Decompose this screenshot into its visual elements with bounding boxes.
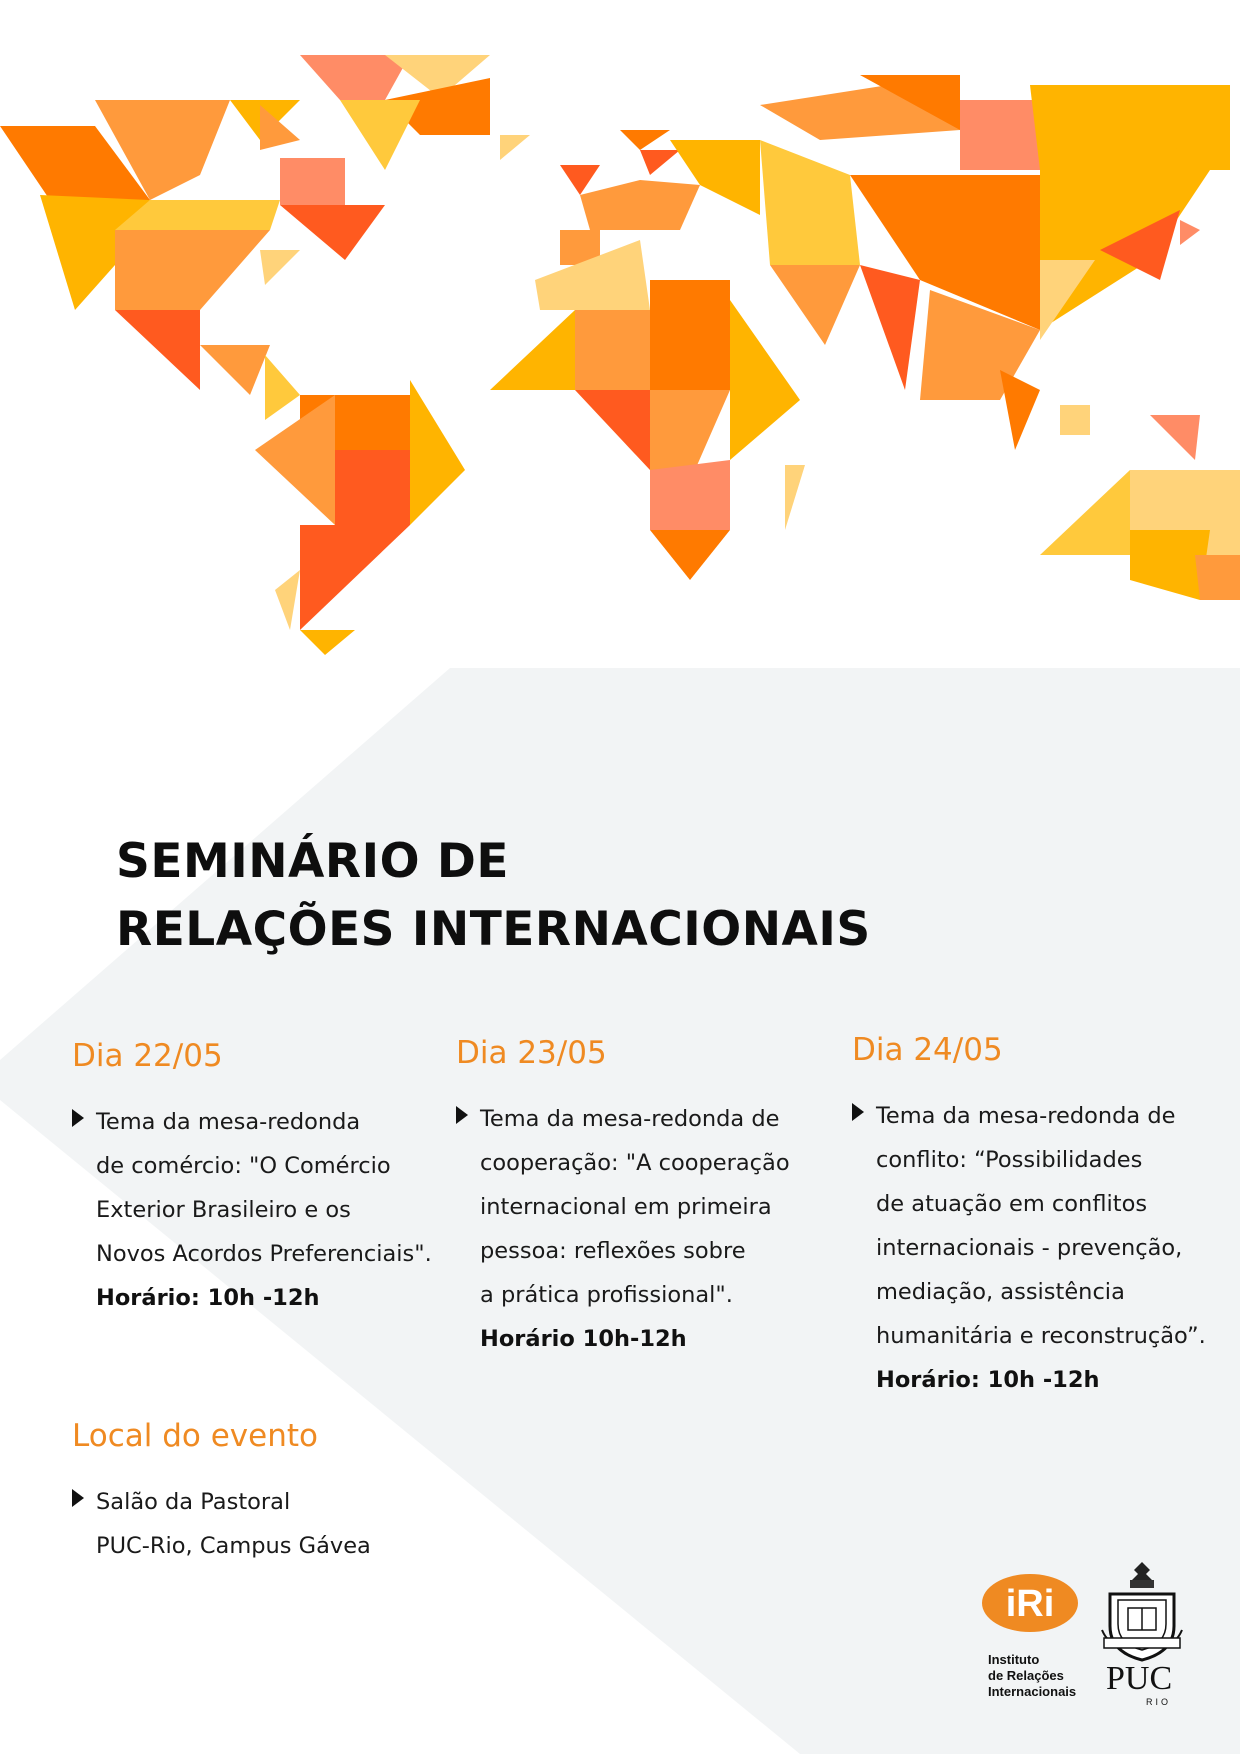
location-heading: Local do evento <box>72 1418 318 1454</box>
day-details <box>456 1097 826 1361</box>
location-address: Salão da Pastoral PUC-Rio, Campus Gávea <box>96 1489 371 1559</box>
day-heading: Dia 22/05 <box>72 1038 223 1074</box>
day-topic: Tema da mesa-redonda de comércio: "O Comércio Exterior Brasileiro e os Novos Acordos Preferenciais". <box>96 1109 432 1267</box>
day-details <box>72 1100 442 1320</box>
sponsor-logos <box>980 1560 1190 1710</box>
event-location <box>72 1418 472 1568</box>
event-title <box>116 828 871 964</box>
day-topic: Tema da mesa-redonda de conflito: “Possibilidades de atuação em conflitos internacionais - prevenção, mediação, assistência humanitária e reconstrução”. <box>876 1103 1206 1349</box>
day-time: Horário: 10h -12h <box>96 1285 320 1311</box>
day-block-1 <box>72 1038 442 1320</box>
iri-name: Instituto de Relações Internacionais <box>988 1652 1077 1699</box>
location-details <box>72 1480 472 1568</box>
day-topic: Tema da mesa-redonda de cooperação: "A cooperação internacional em primeira pessoa: reflexões sobre a prática profissional". <box>480 1106 790 1308</box>
puc-wordmark: PUC <box>1106 1660 1173 1697</box>
day-block-3 <box>852 1032 1232 1402</box>
day-time: Horário: 10h -12h <box>876 1367 1100 1393</box>
iri-logo <box>980 1572 1080 1634</box>
triangle-bullet-icon <box>72 1489 84 1507</box>
event-title-line-2: RELAÇÕES INTERNACIONAIS <box>116 902 871 957</box>
puc-seal-emblem <box>1100 1560 1184 1664</box>
puc-sub-wordmark: RIO <box>1146 1697 1172 1707</box>
day-details <box>852 1094 1232 1402</box>
day-block-2 <box>456 1035 826 1361</box>
day-heading: Dia 23/05 <box>456 1035 607 1071</box>
world-map-illustration <box>0 0 1240 680</box>
triangle-bullet-icon <box>456 1106 468 1124</box>
event-title-line-1: SEMINÁRIO DE <box>116 834 510 889</box>
iri-mark: iRi <box>1005 1583 1055 1625</box>
day-time: Horário 10h-12h <box>480 1326 687 1352</box>
day-heading: Dia 24/05 <box>852 1032 1003 1068</box>
triangle-bullet-icon <box>852 1103 864 1121</box>
triangle-bullet-icon <box>72 1109 84 1127</box>
